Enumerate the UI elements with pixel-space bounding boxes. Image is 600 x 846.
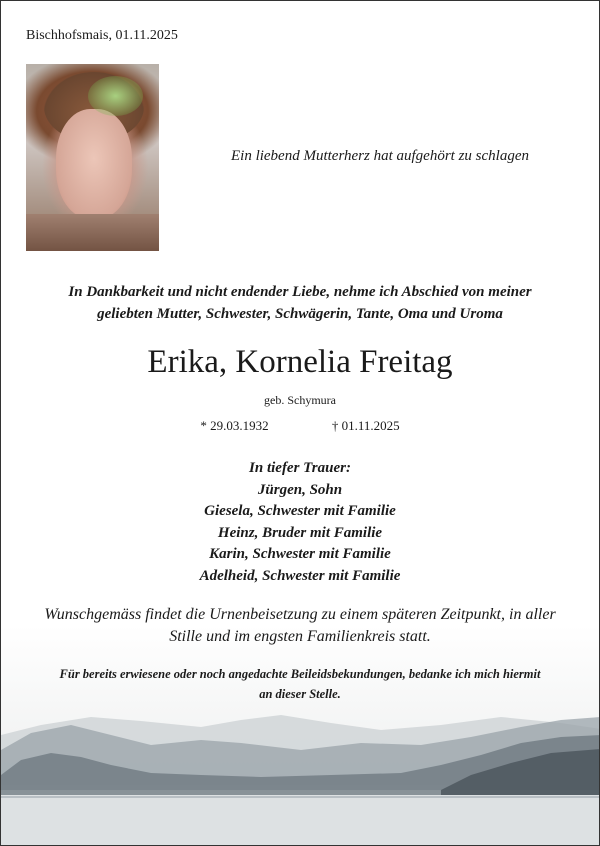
intro-text xyxy=(1,281,599,325)
mourners-list xyxy=(1,458,599,587)
life-dates xyxy=(1,418,599,434)
thanks-note xyxy=(1,664,599,704)
place-and-date: Bischhofsmais, 01.11.2025 xyxy=(26,28,178,43)
death-date: † 01.11.2025 xyxy=(331,418,400,433)
portrait-photo xyxy=(26,64,159,251)
intro-line: In Dankbarkeit und nicht endender Liebe, nehme ich Abschied von meiner xyxy=(68,284,532,300)
thanks-note-line: Für bereits erwiesene oder noch angedachte Beileidsbekundungen, bedanke ich mich hiermit xyxy=(59,667,541,681)
thanks-note-line: an dieser Stelle. xyxy=(259,687,341,701)
birth-name: geb. Schymura xyxy=(264,393,336,407)
deceased-name: Erika, Kornelia Freitag xyxy=(147,344,453,380)
mourner: Heinz, Bruder mit Familie xyxy=(217,524,383,541)
mourner: Giesela, Schwester mit Familie xyxy=(204,503,396,519)
burial-note-line: Wunschgemäss findet die Urnenbeisetzung zu einem späteren Zeitpunkt, in aller xyxy=(44,606,556,623)
mourner: Jürgen, Sohn xyxy=(257,481,343,498)
birth-date: * 29.03.1932 xyxy=(200,418,269,433)
mourner: Adelheid, Schwester mit Familie xyxy=(199,567,401,584)
intro-line: geliebten Mutter, Schwester, Schwägerin, Tante, Oma und Uroma xyxy=(97,306,503,322)
misty-mountain-landscape xyxy=(1,625,600,845)
mourners-heading: In tiefer Trauer: xyxy=(249,460,351,476)
burial-note-line: Stille und im engsten Familienkreis statt. xyxy=(169,628,431,645)
burial-note xyxy=(1,604,599,648)
motto: Ein liebend Mutterherz hat aufgehört zu schlagen xyxy=(230,148,530,164)
mourner: Karin, Schwester mit Familie xyxy=(209,546,391,562)
